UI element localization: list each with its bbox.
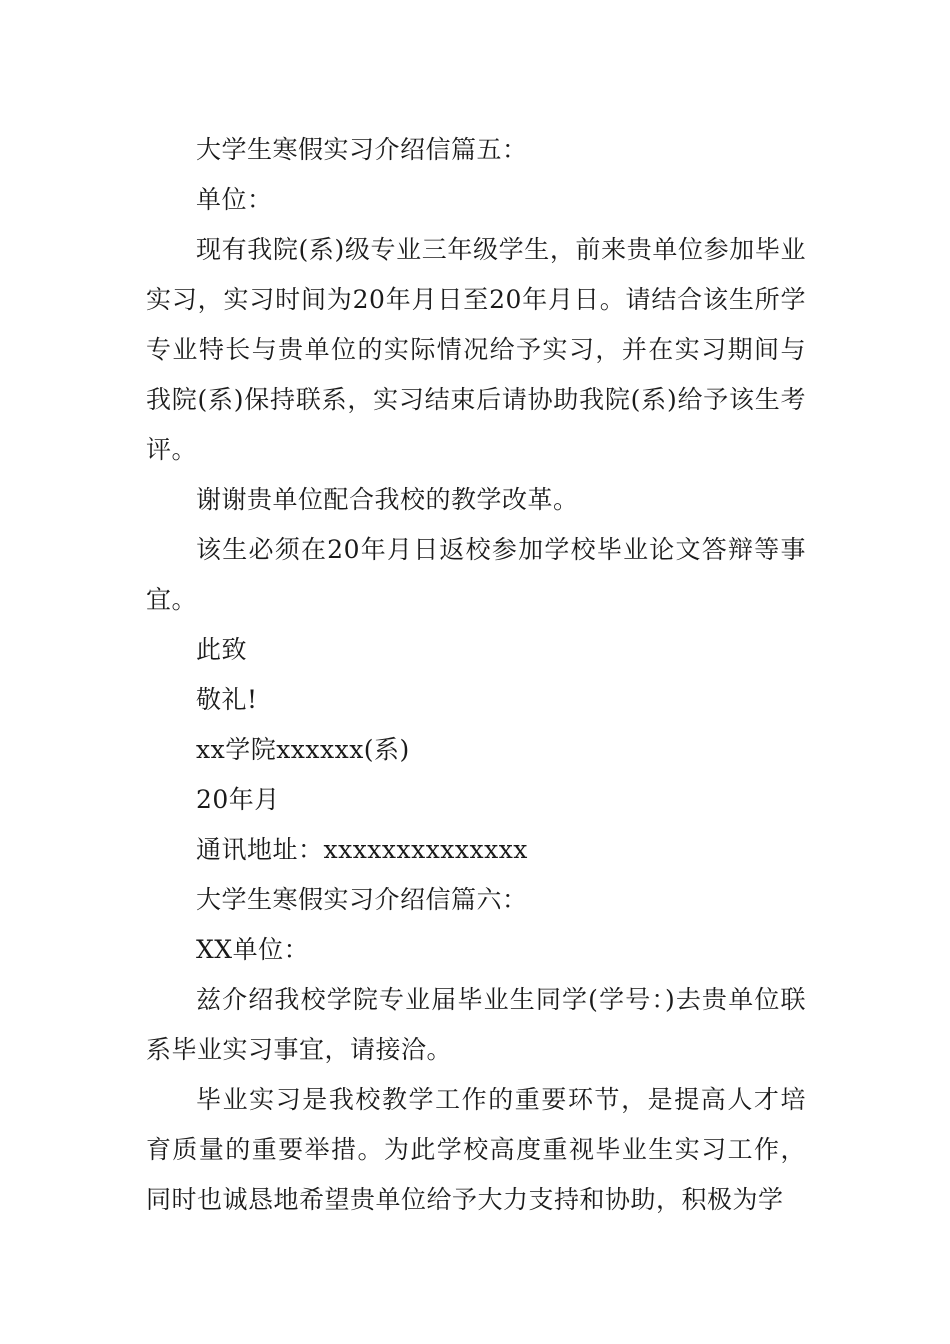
salutation-unit: 单位： [196,185,273,214]
section-heading-six: 大学生寒假实习介绍信篇六： [196,885,528,914]
body-paragraph-thanks: 谢谢贵单位配合我校的教学改革。 [196,485,579,514]
contact-address: 通讯地址：xxxxxxxxxxxxxx [196,835,528,864]
signature-college: xx学院xxxxxx(系) [196,735,410,764]
salutation-xx-unit: XX单位： [196,935,310,964]
body-paragraph-introduction: 兹介绍我校学院专业届毕业生同学(学号：)去贵单位联系毕业实习事宜，请接洽。 [146,985,806,1064]
section-heading-five: 大学生寒假实习介绍信篇五： [196,135,528,164]
closing-cizhi: 此致 [196,635,248,664]
signature-date: 20年月 [196,785,280,814]
closing-jingli: 敬礼! [196,685,258,714]
body-paragraph-internship: 现有我院(系)级专业三年级学生，前来贵单位参加毕业实习，实习时间为20年月日至20年月日。请结合该生所学专业特长与贵单位的实际情况给予实习，并在实习期间与我院(系)保持联系，实习结束后请协助我院(系)给予该生考评。 [146,235,806,464]
body-paragraph-return: 该生必须在20年月日返校参加学校毕业论文答辩等事宜。 [146,535,806,614]
body-paragraph-importance: 毕业实习是我校教学工作的重要环节，是提高人才培育质量的重要举措。为此学校高度重视毕业生实习工作，同时也诚恳地希望贵单位给予大力支持和协助，积极为学 [146,1085,806,1214]
letter-body [146,125,806,1225]
